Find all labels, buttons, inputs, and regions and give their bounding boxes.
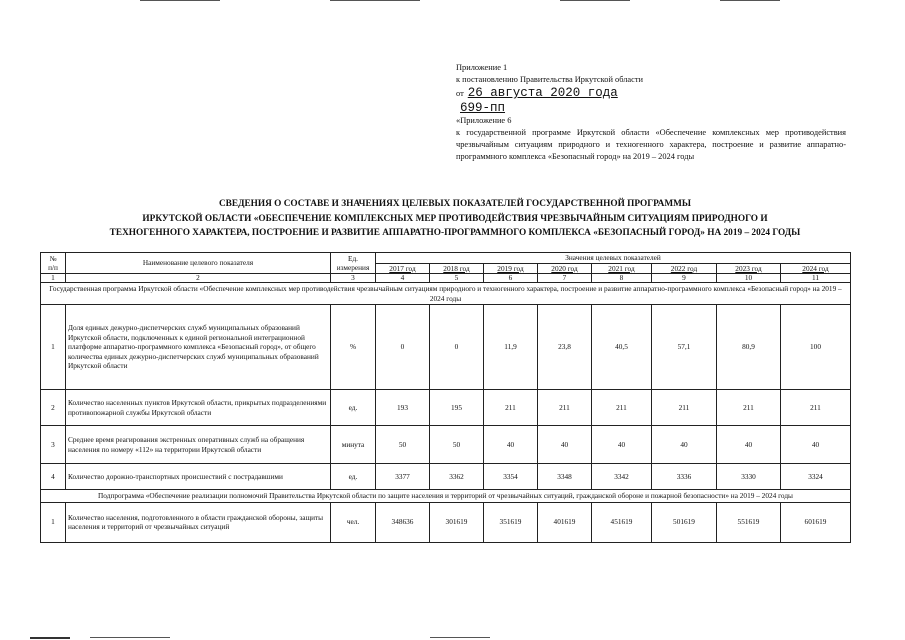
header-values-group: Значения целевых показателей bbox=[376, 253, 851, 264]
row-name: Среднее время реагирования экстренных оперативных служб на обращения населения по номеру «112» на территории Иркутской области bbox=[66, 426, 331, 464]
header-year: 2024 год bbox=[781, 263, 851, 274]
table-row bbox=[41, 464, 851, 490]
row-unit: чел. bbox=[331, 502, 376, 542]
row-value: 501619 bbox=[652, 502, 717, 542]
page-title bbox=[40, 197, 870, 241]
row-value: 451619 bbox=[592, 502, 652, 542]
scan-artifact-top-2 bbox=[330, 0, 420, 1]
row-value: 211 bbox=[717, 390, 781, 426]
scan-artifact-bottom-1 bbox=[30, 637, 70, 639]
row-unit: ед. bbox=[331, 390, 376, 426]
header-year: 2019 год bbox=[484, 263, 538, 274]
row-value: 40 bbox=[538, 426, 592, 464]
table-row bbox=[41, 426, 851, 464]
row-value: 80,9 bbox=[717, 305, 781, 390]
column-numbers-row bbox=[41, 274, 851, 283]
row-unit: % bbox=[331, 305, 376, 390]
header-num: № п/п bbox=[41, 253, 66, 274]
header-year: 2023 год bbox=[717, 263, 781, 274]
row-num: 3 bbox=[41, 426, 66, 464]
column-number: 11 bbox=[781, 274, 851, 283]
date-prefix: от bbox=[456, 89, 464, 98]
column-number: 10 bbox=[717, 274, 781, 283]
table-row bbox=[41, 502, 851, 542]
row-value: 301619 bbox=[430, 502, 484, 542]
decree-number: 699-пп bbox=[460, 101, 506, 115]
row-value: 3342 bbox=[592, 464, 652, 490]
row-num: 1 bbox=[41, 305, 66, 390]
row-value: 195 bbox=[430, 390, 484, 426]
row-num: 2 bbox=[41, 390, 66, 426]
row-name: Количество населения, подготовленного в области гражданской обороны, защиты населения и территорий от чрезвычайных ситуаций bbox=[66, 502, 331, 542]
row-value: 40 bbox=[781, 426, 851, 464]
column-number: 9 bbox=[652, 274, 717, 283]
indicators-table bbox=[40, 252, 851, 543]
title-line-1: СВЕДЕНИЯ О СОСТАВЕ И ЗНАЧЕНИЯХ ЦЕЛЕВЫХ ПОКАЗАТЕЛЕЙ ГОСУДАРСТВЕННОЙ ПРОГРАММЫ bbox=[218, 199, 692, 209]
row-value: 50 bbox=[430, 426, 484, 464]
row-value: 601619 bbox=[781, 502, 851, 542]
row-value: 40 bbox=[652, 426, 717, 464]
row-unit: ед. bbox=[331, 464, 376, 490]
scan-artifact-bottom-2 bbox=[90, 637, 170, 638]
row-value: 23,8 bbox=[538, 305, 592, 390]
row-value: 3336 bbox=[652, 464, 717, 490]
row-value: 3324 bbox=[781, 464, 851, 490]
column-number: 7 bbox=[538, 274, 592, 283]
row-value: 211 bbox=[781, 390, 851, 426]
row-value: 3330 bbox=[717, 464, 781, 490]
column-number: 5 bbox=[430, 274, 484, 283]
row-value: 3377 bbox=[376, 464, 430, 490]
row-value: 211 bbox=[484, 390, 538, 426]
row-value: 40 bbox=[592, 426, 652, 464]
row-name: Количество дорожно-транспортных происшествий с пострадавшими bbox=[66, 464, 331, 490]
column-number: 8 bbox=[592, 274, 652, 283]
row-unit: минута bbox=[331, 426, 376, 464]
table-row bbox=[41, 305, 851, 390]
row-value: 40 bbox=[717, 426, 781, 464]
scan-artifact-top-1 bbox=[140, 0, 220, 1]
header-year: 2022 год bbox=[652, 263, 717, 274]
row-value: 40 bbox=[484, 426, 538, 464]
scan-artifact-bottom-3 bbox=[430, 637, 490, 638]
row-value: 401619 bbox=[538, 502, 592, 542]
row-value: 100 bbox=[781, 305, 851, 390]
appendix-block bbox=[456, 62, 846, 163]
column-number: 1 bbox=[41, 274, 66, 283]
header-unit: Ед. измерения bbox=[331, 253, 376, 274]
table-row bbox=[41, 390, 851, 426]
column-number: 6 bbox=[484, 274, 538, 283]
row-value: 351619 bbox=[484, 502, 538, 542]
row-value: 3348 bbox=[538, 464, 592, 490]
row-value: 551619 bbox=[717, 502, 781, 542]
column-number: 4 bbox=[376, 274, 430, 283]
title-line-3: ТЕХНОГЕННОГО ХАРАКТЕРА, ПОСТРОЕНИЕ И РАЗВИТИЕ АППАРАТНО-ПРОГРАММНОГО КОМПЛЕКСА «БЕЗОПАСНЫЙ ГОРОД» НА 2019 – 2024 ГОДЫ bbox=[109, 228, 801, 238]
scan-artifact-top-3 bbox=[560, 0, 630, 1]
row-name: Доля единых дежурно-диспетчерских служб муниципальных образований Иркутской области, подключенных к единой региональной интеграционной платформе аппаратно-программного комплекса «Безопасный город», от общего количества единых дежурно-диспетчерских служб муниципальных образований Иркутской области bbox=[66, 305, 331, 390]
section-state-program: Государственная программа Иркутской области «Обеспечение комплексных мер противодействия чрезвычайным ситуациям природного и техногенного характера, построение и развитие аппаратно-программного комплекса «Безопасный город» на 2019 – 2024 годы bbox=[41, 283, 851, 305]
header-year: 2020 год bbox=[538, 263, 592, 274]
header-year: 2021 год bbox=[592, 263, 652, 274]
row-value: 211 bbox=[652, 390, 717, 426]
title-line-2: ИРКУТСКОЙ ОБЛАСТИ «ОБЕСПЕЧЕНИЕ КОМПЛЕКСНЫХ МЕР ПРОТИВОДЕЙСТВИЯ ЧРЕЗВЫЧАЙНЫМ СИТУАЦИЯМ ПРИРОДНОГО И bbox=[142, 213, 768, 224]
row-name: Количество населенных пунктов Иркутской области, прикрытых подразделениями противопожарной службы Иркутской области bbox=[66, 390, 331, 426]
section-subprogram: Подпрограмма «Обеспечение реализации полномочий Правительства Иркутской области по защите населения и территорий от чрезвычайных ситуаций, гражданской обороне и пожарной безопасности» на 2019 – 2024 годы bbox=[41, 490, 851, 503]
appendix-date-line bbox=[456, 86, 846, 101]
row-value: 0 bbox=[430, 305, 484, 390]
appendix-resolution-ref: к постановлению Правительства Иркутской области bbox=[456, 75, 644, 84]
row-value: 0 bbox=[376, 305, 430, 390]
section-row bbox=[41, 283, 851, 305]
row-value: 11,9 bbox=[484, 305, 538, 390]
row-num: 4 bbox=[41, 464, 66, 490]
header-year: 2017 год bbox=[376, 263, 430, 274]
decree-date: 26 августа 2020 года bbox=[467, 86, 618, 100]
column-number: 2 bbox=[66, 274, 331, 283]
row-num: 1 bbox=[41, 502, 66, 542]
row-value: 348636 bbox=[376, 502, 430, 542]
appendix-title: Приложение 1 bbox=[456, 63, 508, 72]
row-value: 57,1 bbox=[652, 305, 717, 390]
row-value: 40,5 bbox=[592, 305, 652, 390]
header-year: 2018 год bbox=[430, 263, 484, 274]
row-value: 211 bbox=[538, 390, 592, 426]
header-name: Наименование целевого показателя bbox=[66, 253, 331, 274]
row-value: 50 bbox=[376, 426, 430, 464]
appendix-program-text: к государственной программе Иркутской области «Обеспечение комплексных мер противодействия чрезвычайным ситуациям природного и техногенного характера, построение и развитие аппаратно-программного комплекса «Безопасный город» на 2019 – 2024 годы bbox=[456, 128, 846, 161]
appendix-6-title: «Приложение 6 bbox=[456, 116, 512, 125]
row-value: 3354 bbox=[484, 464, 538, 490]
row-value: 211 bbox=[592, 390, 652, 426]
column-number: 3 bbox=[331, 274, 376, 283]
row-value: 193 bbox=[376, 390, 430, 426]
scan-artifact-top-4 bbox=[720, 0, 780, 1]
row-value: 3362 bbox=[430, 464, 484, 490]
section-row bbox=[41, 490, 851, 503]
